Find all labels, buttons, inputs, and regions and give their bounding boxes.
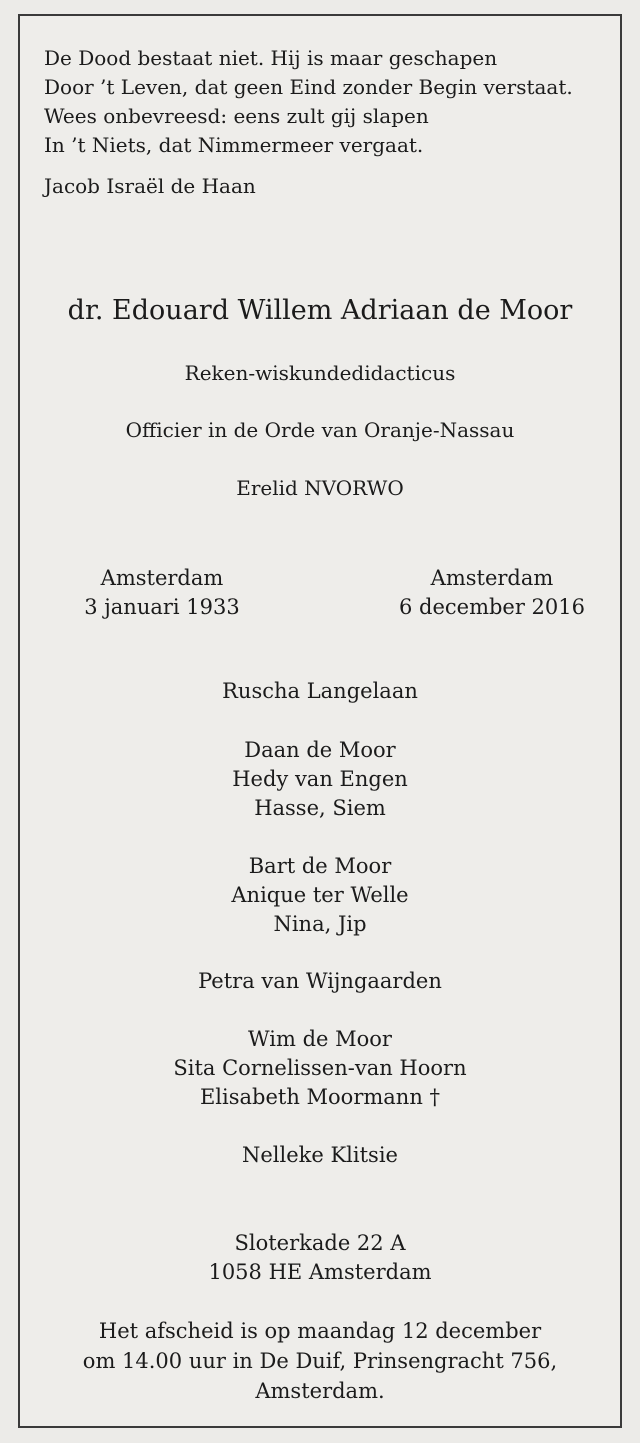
- family-member: Sita Cornelissen-van Hoorn: [173, 1056, 467, 1080]
- address-block: [0, 1229, 640, 1287]
- family-group: [0, 852, 640, 939]
- poem-line: In ’t Niets, dat Nimmermeer vergaat.: [44, 133, 424, 157]
- deceased-title: Officier in de Orde van Oranje-Nassau: [125, 418, 515, 442]
- birth-place: Amsterdam: [100, 566, 224, 590]
- death-place: Amsterdam: [430, 566, 554, 590]
- family-member: Daan de Moor: [244, 738, 396, 762]
- poem-line: Wees onbevreesd: eens zult gij slapen: [44, 104, 429, 128]
- deceased-name: dr. Edouard Willem Adriaan de Moor: [67, 295, 573, 326]
- poem: [44, 44, 573, 160]
- address-line: 1058 HE Amsterdam: [208, 1260, 432, 1284]
- poem-line: Door ’t Leven, dat geen Eind zonder Begin verstaat.: [44, 75, 573, 99]
- family-member: Nina, Jip: [273, 912, 367, 936]
- family-member: Wim de Moor: [248, 1027, 392, 1051]
- family-member: Bart de Moor: [248, 854, 392, 878]
- poem-author: Jacob Israël de Haan: [44, 174, 256, 198]
- family-member: Hedy van Engen: [232, 767, 408, 791]
- farewell-line: Het afscheid is op maandag 12 december: [98, 1319, 542, 1343]
- deceased-title: Erelid NVORWO: [236, 476, 404, 500]
- deceased-title: Reken-wiskundedidacticus: [184, 361, 456, 385]
- poem-line: De Dood bestaat niet. Hij is maar geschapen: [44, 46, 498, 70]
- death-info: [392, 564, 592, 622]
- birth-date: 3 januari 1933: [84, 595, 240, 619]
- family-member: Elisabeth Moormann †: [199, 1085, 441, 1109]
- announcement-border: [18, 14, 622, 1428]
- family-group: [0, 677, 640, 706]
- family-group: [0, 1141, 640, 1170]
- death-date: 6 december 2016: [398, 595, 586, 619]
- family-member: Ruscha Langelaan: [222, 679, 418, 703]
- family-member: Hasse, Siem: [254, 796, 386, 820]
- family-group: [0, 967, 640, 996]
- family-group: [0, 736, 640, 823]
- family-member: Anique ter Welle: [231, 883, 409, 907]
- farewell-block: [0, 1316, 640, 1406]
- farewell-line: Amsterdam.: [255, 1379, 385, 1403]
- farewell-line: om 14.00 uur in De Duif, Prinsengracht 756,: [82, 1349, 558, 1373]
- birth-info: [82, 564, 242, 622]
- address-line: Sloterkade 22 A: [234, 1231, 406, 1255]
- family-member: Petra van Wijngaarden: [198, 969, 442, 993]
- family-member: Nelleke Klitsie: [242, 1143, 398, 1167]
- family-group: [0, 1025, 640, 1112]
